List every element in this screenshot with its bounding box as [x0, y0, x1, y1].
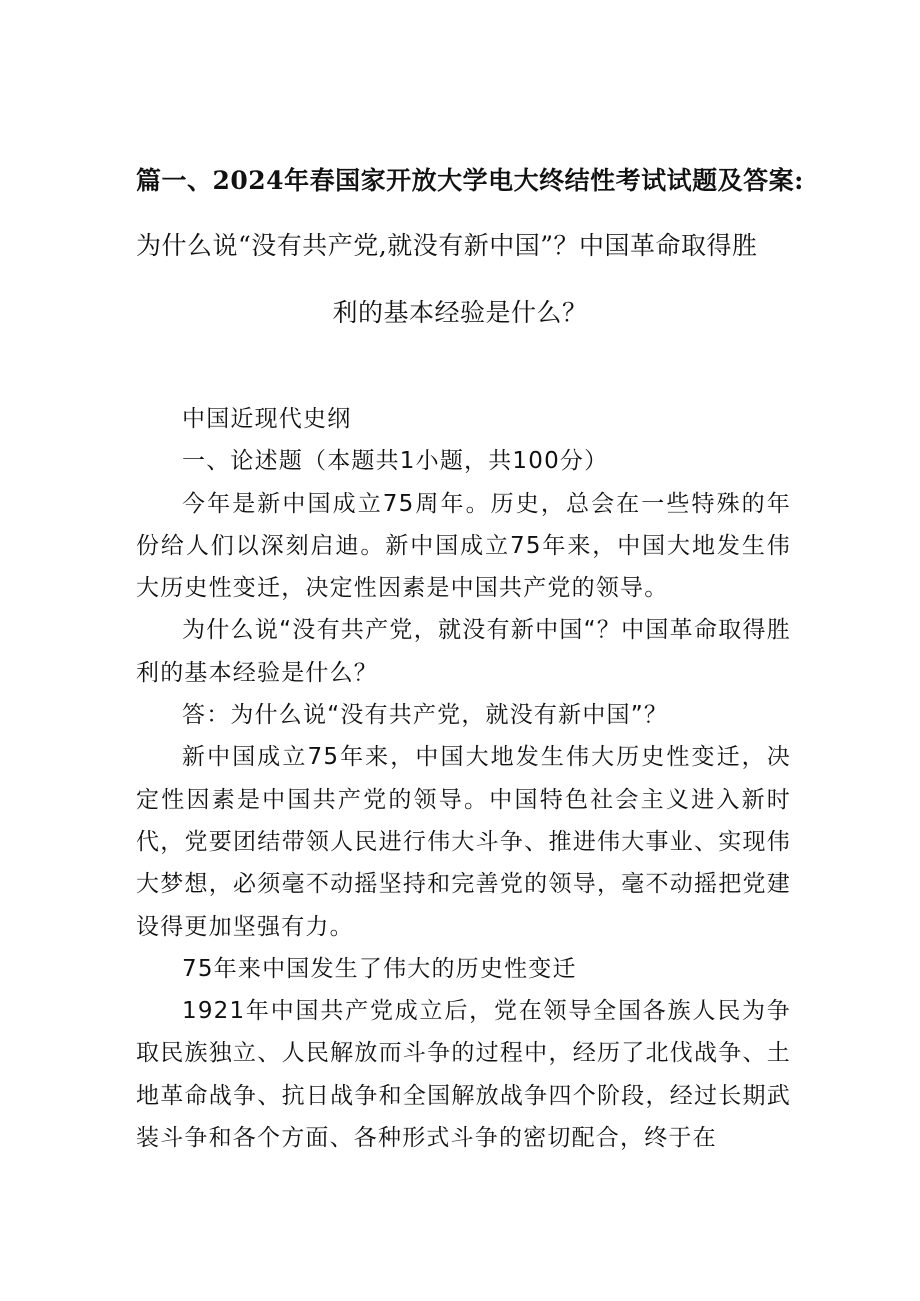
paragraph-intro: 今年是新中国成立75周年。历史，总会在一些特殊的年份给人们以深刻启迪。新中国成立75年来，中国大地发生伟大历史性变迁，决定性因素是中国共产党的领导。: [136, 490, 791, 602]
course-name: 中国近现代史纲: [182, 406, 352, 432]
paragraph-answer-body: 新中国成立75年来，中国大地发生伟大历史性变迁，决定性因素是中国共产党的领导。中国特色社会主义进入新时代，党要团结带领人民进行伟大斗争、推进伟大事业、实现伟大梦想，必须毫不动摇坚持和完善党的领导，毫不动摇把党建设得更加坚强有力。: [136, 744, 791, 940]
document-body: [136, 398, 791, 1159]
document-title-line-1: 篇一、2024年春国家开放大学电大终结性考试试题及答案:: [136, 166, 804, 195]
document-title-line-2: 为什么说“没有共产党,就没有新中国”？中国革命取得胜: [136, 231, 758, 260]
paragraph-subheading: 75年来中国发生了伟大的历史性变迁: [182, 955, 577, 982]
document-title-line-3: 利的基本经验是什么？: [332, 298, 588, 327]
paragraph-question: 为什么说“没有共产党，就没有新中国“？中国革命取得胜利的基本经验是什么？: [136, 617, 791, 686]
section-heading: 一、论述题（本题共1小题，共100分）: [182, 448, 609, 475]
paragraph-history: 1921年中国共产党成立后，党在领导全国各族人民为争取民族独立、人民解放而斗争的过程中，经历了北伐战争、土地革命战争、抗日战争和全国解放战争四个阶段，经过长期武装斗争和各个方面、各种形式斗争的密切配合，终于在: [136, 998, 791, 1152]
paragraph-answer-heading: 答：为什么说“没有共产党，就没有新中国”？: [182, 702, 669, 729]
